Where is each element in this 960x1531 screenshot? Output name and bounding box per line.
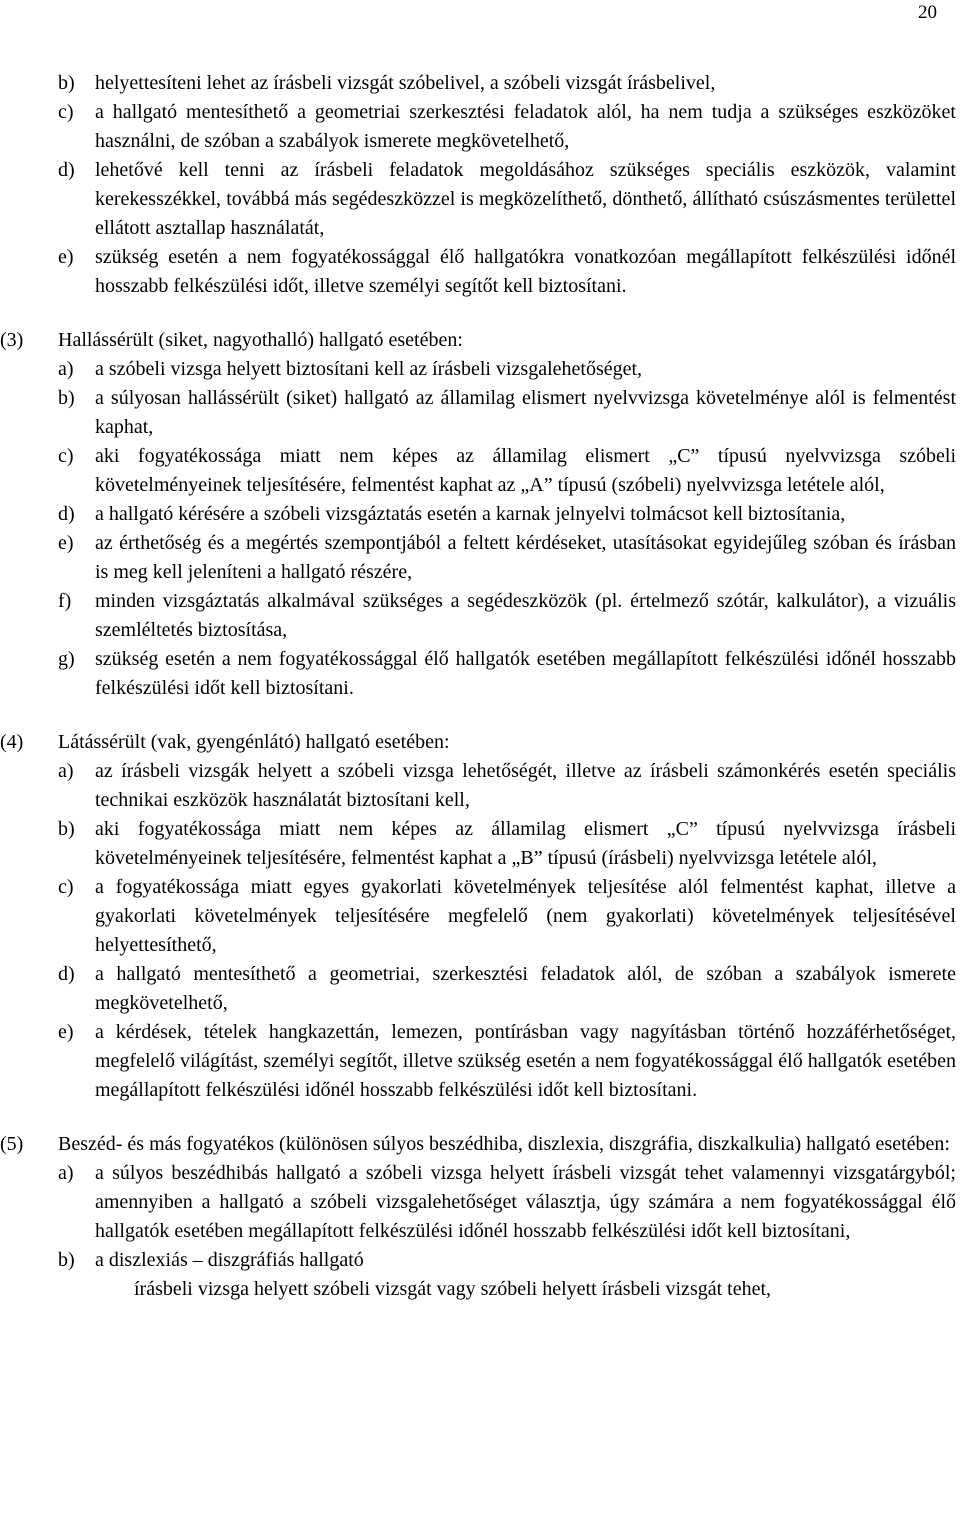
item-label: c): [58, 876, 74, 898]
item-text: a kérdések, tételek hangkazettán, lemezen, pontírásban vagy nagyításban történő hozzáférhetőséget, megfelelő világítást, személyi segítőt, illetve szükség esetén a nem fogyatékossággal élő hallgatók esetében megállapított felkészülési időnél hosszabb felkészülési időt kell biztosítani.: [95, 1021, 956, 1101]
item-text: szükség esetén a nem fogyatékossággal élő hallgatók esetében megállapított felkészülési időnél hosszabb felkészülési időt kell biztosítani.: [95, 648, 956, 699]
section-5: [0, 1130, 960, 1304]
list-item: [0, 1159, 960, 1246]
item-text: a súlyos beszédhibás hallgató a szóbeli vizsga helyett írásbeli vizsgát tehet valamennyi vizsgatárgyból; amennyiben a hallgató a szóbeli vizsgalehetőséget választja, úgy számára a nem fogyatékossággal élő hallgatók esetében megállapított felkészülési időnél hosszabb felkészülési időt kell biztosítani,: [95, 1162, 956, 1242]
list-item: [0, 960, 960, 1018]
item-text: a súlyosan hallássérült (siket) hallgató az államilag elismert nyelvvizsga követelménye alól is felmentést kaphat,: [95, 387, 956, 438]
section-heading-text: Beszéd- és más fogyatékos (különösen súlyos beszédhiba, diszlexia, diszgráfia, diszkalkulia) hallgató esetében:: [58, 1133, 950, 1155]
item-text: az érthetőség és a megértés szempontjából a feltett kérdéseket, utasításokat egyidejűleg szóban és írásban is meg kell jeleníteni a hallgató részére,: [95, 532, 956, 583]
document-body: [0, 69, 960, 1304]
item-text: a hallgató mentesíthető a geometriai szerkesztési feladatok alól, ha nem tudja a szükséges eszközöket használni, de szóban a szabályok ismerete megkövetelhető,: [95, 101, 956, 152]
item-text: az írásbeli vizsgák helyett a szóbeli vizsga lehetőségét, illetve az írásbeli számonkérés esetén speciális technikai eszközök használatát biztosítani kell,: [95, 760, 956, 811]
item-label: g): [58, 648, 75, 670]
section-heading: [0, 326, 960, 355]
list-item: [0, 757, 960, 815]
item-text: szükség esetén a nem fogyatékossággal élő hallgatókra vonatkozóan megállapított felkészülési időnél hosszabb felkészülési időt, illetve személyi segítőt kell biztosítani.: [95, 246, 956, 297]
section-number: (4): [0, 731, 24, 753]
item-text: minden vizsgáztatás alkalmával szükséges a segédeszközök (pl. értelmező szótár, kalkulátor), a vizuális szemléltetés biztosítása,: [95, 590, 956, 641]
item-text: a diszlexiás – diszgráfiás hallgató: [95, 1249, 364, 1271]
item-label: b): [58, 818, 75, 840]
list-item: [0, 243, 960, 301]
list-item: [0, 1246, 960, 1275]
item-text: aki fogyatékossága miatt nem képes az államilag elismert „C” típusú nyelvvizsga írásbeli követelményeinek teljesítésére, felmentést kaphat a „B” típusú (írásbeli) nyelvvizsga letétele alól,: [95, 818, 956, 869]
item-label: d): [58, 503, 75, 525]
item-label: f): [58, 590, 72, 612]
item-label: c): [58, 445, 74, 467]
section-heading: [0, 728, 960, 757]
list-item: [0, 529, 960, 587]
item-label: b): [58, 72, 75, 94]
item-label: b): [58, 1249, 75, 1271]
item-label: e): [58, 1021, 74, 1043]
item-text: lehetővé kell tenni az írásbeli feladatok megoldásához szükséges speciális eszközök, valamint kerekesszékkel, továbbá más segédeszközzel is megközelíthető, dönthető, állítható csúszásmentes területtel ellátott asztallap használatát,: [95, 159, 956, 239]
section-heading-text: Látássérült (vak, gyengénlátó) hallgató esetében:: [58, 731, 450, 753]
item-text: helyettesíteni lehet az írásbeli vizsgát szóbelivel, a szóbeli vizsgát írásbelivel,: [95, 72, 716, 94]
list-item: [0, 98, 960, 156]
list-item: [0, 156, 960, 243]
item-text: a hallgató mentesíthető a geometriai, szerkesztési feladatok alól, de szóban a szabályok ismerete megkövetelhető,: [95, 963, 956, 1014]
item-label: d): [58, 159, 75, 181]
list-item: [0, 355, 960, 384]
item-label: b): [58, 387, 75, 409]
page-number: 20: [918, 2, 937, 23]
section-3: [0, 326, 960, 703]
item-label: a): [58, 1162, 74, 1184]
section-number: (3): [0, 329, 24, 351]
item-label: a): [58, 760, 74, 782]
item-text: aki fogyatékossága miatt nem képes az államilag elismert „C” típusú nyelvvizsga szóbeli követelményeinek teljesítésére, felmentést kaphat az „A” típusú (szóbeli) nyelvvizsga letétele alól,: [95, 445, 956, 496]
list-item: [0, 815, 960, 873]
list-item: [0, 384, 960, 442]
item-text: a hallgató kérésére a szóbeli vizsgáztatás esetén a karnak jelnyelvi tolmácsot kell biztosítania,: [95, 503, 846, 525]
section-heading-text: Hallássérült (siket, nagyothalló) hallgató esetében:: [58, 329, 463, 351]
item-continuation-text: írásbeli vizsga helyett szóbeli vizsgát vagy szóbeli helyett írásbeli vizsgát tehet,: [134, 1278, 772, 1300]
section-heading: [0, 1130, 960, 1159]
item-label: d): [58, 963, 75, 985]
section-number: (5): [0, 1133, 24, 1155]
top-items: [0, 69, 960, 301]
list-item: [0, 645, 960, 703]
list-item: [0, 587, 960, 645]
item-label: e): [58, 532, 74, 554]
list-item: [0, 1018, 960, 1105]
item-label: e): [58, 246, 74, 268]
section-4: [0, 728, 960, 1105]
item-text: a szóbeli vizsga helyett biztosítani kell az írásbeli vizsgalehetőséget,: [95, 358, 643, 380]
item-label: c): [58, 101, 74, 123]
list-item: [0, 500, 960, 529]
item-label: a): [58, 358, 74, 380]
list-item: [0, 69, 960, 98]
item-text: a fogyatékossága miatt egyes gyakorlati követelmények teljesítése alól felmentést kaphat, illetve a gyakorlati követelmények teljesítésére megfelelő (nem gyakorlati) követelmények teljesítésével helyettesíthető,: [95, 876, 956, 956]
list-item: [0, 873, 960, 960]
list-item: [0, 442, 960, 500]
